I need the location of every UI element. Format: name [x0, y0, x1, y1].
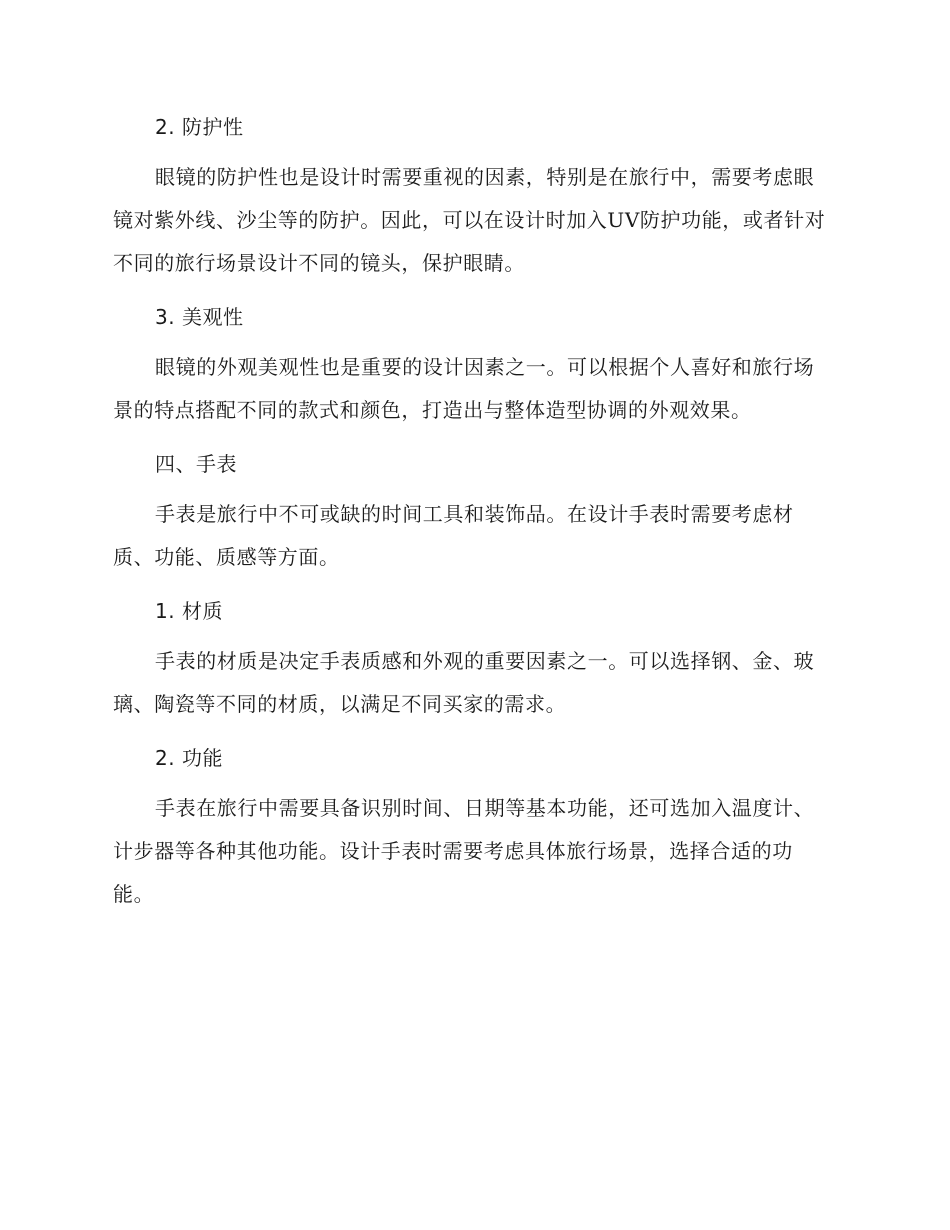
- heading-protection: 2. 防护性: [155, 115, 244, 139]
- paragraph-material: 手表的材质是决定手表质感和外观的重要因素之一。可以选择钢、金、玻璃、陶瓷等不同的材质，以满足不同买家的需求。: [113, 649, 815, 716]
- paragraph-protection: 眼镜的防护性也是设计时需要重视的因素，特别是在旅行中，需要考虑眼镜对紫外线、沙尘等的防护。因此，可以在设计时加入UV防护功能，或者针对不同的旅行场景设计不同的镜头，保护眼睛。: [113, 165, 826, 275]
- paragraph-aesthetics: 眼镜的外观美观性也是重要的设计因素之一。可以根据个人喜好和旅行场景的特点搭配不同的款式和颜色，打造出与整体造型协调的外观效果。: [113, 355, 815, 422]
- paragraph-function: 手表在旅行中需要具备识别时间、日期等基本功能，还可选加入温度计、计步器等各种其他功能。设计手表时需要考虑具体旅行场景，选择合适的功能。: [113, 796, 815, 906]
- heading-watch: 四、手表: [155, 452, 237, 476]
- document-body: [113, 110, 833, 916]
- heading-aesthetics: 3. 美观性: [155, 305, 244, 329]
- heading-function: 2. 功能: [155, 746, 223, 770]
- heading-material: 1. 材质: [155, 599, 223, 623]
- paragraph-watch: 手表是旅行中不可或缺的时间工具和装饰品。在设计手表时需要考虑材质、功能、质感等方面。: [113, 502, 794, 569]
